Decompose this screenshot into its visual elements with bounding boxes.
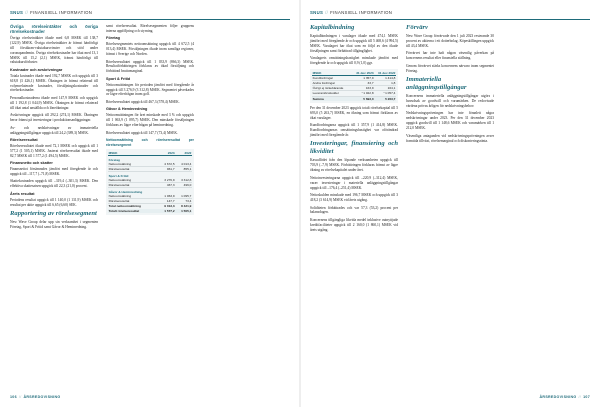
heading-forvarv: Förvärv [406,24,428,31]
heading-gavor: Gåvor & Heminredning [106,107,148,112]
paragraph: Totala kostnader ökade med 192,7 MSEK och uppgick till 3 618,8 (3 426,1) MSEK. Ökningen är främst relaterad till volymrelaterade kostnader, försäljningskostnader och rörelsekostnader. [10,73,98,93]
cell-value: 467,3 [158,183,175,188]
footer-label: ÅRSREDOVISNING [23,395,61,399]
page-footer: ÅRSREDOVISNING // 107 [539,395,590,399]
cell-value: 8 421,9 [175,204,192,209]
row-label: Rörelseresultat [108,183,158,188]
group-label: Gåvor & Heminredning [108,189,143,194]
header-section: FINANSIELL INFORMATION [30,10,93,15]
left-column-2 [106,24,194,218]
paragraph: Av- och nedskrivningar av immateriella anläggningstillgångar uppgick till 24,2 (389,3) MSEK. [10,125,98,135]
heading-investeringar: Investeringar, finansiering och likviditet [310,140,398,156]
cell-value: 164,1 [374,86,396,91]
heading-arets-resultat: Årets resultat [10,191,35,196]
header-rule [10,19,290,20]
paragraph: Koncernens immateriella anläggningstillgångar utgörs i huvudsak av goodwill och varumärken. De redovisade värdena prövas årligen för nedskrivningsbehov. [406,94,494,108]
page-footer: 106 // ÅRSREDOVISNING [10,395,61,399]
cell-value: 163,9 [352,86,374,91]
row-label: Leverantörsskulder [312,91,352,96]
paragraph: Nedskrivningsprövningen har inte föranlett några nedskrivningar under 2023. Per den 31 december 2023 uppgick goodwill till 1 148,6 MSEK och varumärken till 1 212,0 MSEK. [406,111,494,131]
group-label: Sport & Fritid [108,173,129,178]
row-label: Nettoomsättning [108,178,158,183]
paragraph: Finansnettot försämrades jämfört med föregående år och uppgick till –117,7 (–71,8) MSEK. [10,166,98,176]
cell-value: 5 263,7 [374,96,396,101]
paragraph: Avskrivningar uppgick till 292,2 (274,1) MSEK. Ökningen beror främst på investeringar i produktionsanläggningar. [10,113,98,123]
row-label: Summa [312,96,352,101]
cell-value: 147,7 [158,199,175,204]
right-column-1 [310,24,398,235]
paragraph: Rörelseresultatet uppgick till 1 033,9 (866,3) MSEK. Resultatförbättringen förklaras av ökad försäljning och förbättrad bruttomarginal. [106,59,194,74]
paragraph: New Wave Group delar upp sin verksamhet i segmenten Företag, Sport & Fritid samt Gåvor & Heminredning. [10,220,98,229]
paragraph: Kundfordringarna uppgick till 1 357,9 (1 414,8) MSEK. Kundfordringarnas omsättningshastighet var oförändrad jämfört med föregående år. [310,123,398,137]
left-column-1 [10,24,98,232]
paragraph: Övriga rörelseintäkter ökade med 6,8 MSEK till 138,7 (122,9) MSEK. Övriga rörelseintäkter är främst hänförligt till försäkran-valutakursvinster och stöd under coronapandemin. Övriga rörelsekostnader har ökat med 13,1 MSEK till 15,2 (2,1) MSEK, främst hänförligt till valutakursförluster. [10,35,98,65]
row-label: Rörelseresultat [108,167,158,172]
heading-rorelseresultat: Rörelseresultat [10,138,38,143]
page-header: SNUS // FINANSIELL INFORMATION [310,10,393,15]
row-label: Övrigt ej räntebärande [312,86,352,91]
header-brand: SNUS [310,10,324,15]
right-page [300,0,600,407]
heading-finansnetto: Finansnetto och skatter [10,161,53,166]
heading-kostnader: Kostnader och avskrivningar [10,67,63,72]
cell-value: 33,7 [352,81,374,86]
heading-kapitalbindning: Kapitalbindning [310,24,355,31]
paragraph: samt rörelseresultat. Rörelsesegmenten följer gruppens interna uppföljning och styrning. [106,24,194,33]
table-unit: MSEK [108,151,158,156]
cell-value: 855,1 [175,167,192,172]
cell-value: 1,8 [374,81,396,86]
header-rule [310,19,590,20]
row-label: Totalt rörelseresultat [108,209,158,213]
cell-value: −1 022,8 [352,91,374,96]
capital-table-box [310,69,398,103]
header-brand: SNUS [10,10,24,15]
heading-immateriella: Immateriella anläggningstillgångar [406,76,467,92]
cell-value: 5 693,0 [352,96,374,101]
cell-value: 4 013,4 [175,162,192,167]
cell-value: 961,7 [158,167,175,172]
paragraph: Koncernens tillgängliga likvida medel inklusive outnyttjade kreditfaciliteter uppgick till 2 160,0 (1 860,1) MSEK vid årets utgång. [310,217,398,232]
paragraph: Väsentliga antaganden vid nedskrivningsprövningen avser framtida tillväxt, rörelsemarginal och diskonteringsränta. [406,133,494,143]
paragraph: Rörelseresultatet ökade med 72,1 MSEK och uppgick till 1 577,2 (1 505,1) MSEK. Justerat rörelseresultat ökade med 82,7 MSEK till 1 577,2 (1 494,5) MSEK. [10,143,98,158]
table-col-header: 31 dec 2023 [352,71,374,76]
cell-value: 4 672,5 [158,162,175,167]
row-label: Andra fordringar [312,81,352,86]
paragraph: Rörelseresultatet uppgick till 467,3 (578,4) MSEK. [106,99,180,104]
footer-label: ÅRSREDOVISNING [539,395,577,399]
capital-table [312,71,396,101]
cell-value: 1 577,2 [158,209,175,213]
row-label: Total nettoomsättning [108,204,158,209]
table-total-row [108,209,192,213]
row-label: Nettoomsättning [108,194,158,199]
heading-ovriga: Övriga rörelseintäkter och övriga rörelsekostnader [10,24,98,35]
paragraph: Nettoinvesteringarna uppgick till –220,9 (–312,4) MSEK, varav investeringar i materiella anläggningstillgångar uppgick till –176,4 (–251,4) MSEK. [310,175,398,190]
row-label: Kundfordringar [312,75,352,80]
table-col-header: 2022 [175,151,192,156]
heading-rapportering: Rapportering av rörelsesegment [10,210,97,217]
cell-value: 1 357,9 [352,75,374,80]
cell-value: 9 013,3 [158,204,175,209]
paragraph: Periodens resultat uppgick till 1 140,0 (1 131,9) MSEK och resultat per aktie uppgick till 6,65 (6,60) SEK. [10,197,98,207]
cell-value: 1 505,1 [175,209,192,213]
table-unit: MSEK [312,71,352,76]
header-section: FINANSIELL INFORMATION [330,10,393,15]
heading-foretag: Företag [106,36,120,41]
cell-value: 1 095,7 [175,194,192,199]
paragraph: Förvärvet har inte haft någon väsentlig påverkan på koncernens resultat eller finansiella ställning. [406,51,494,61]
page-header: SNUS // FINANSIELL INFORMATION [10,10,93,15]
table-total-row [312,96,396,101]
paragraph: Per den 31 december 2023 uppgick totalt rörelsekapital till 5 693,0 (5 263,7) MSEK, en ökning som främst förklaras av ökat varulager. [310,105,398,120]
paragraph: Rörelsesegmentets nettoomsättning uppgick till 4 672,5 (4 013,4) MSEK. Försäljningen ökade inom samtliga regioner, främst i Sverige och Norden. [106,42,194,57]
segment-table [108,151,192,213]
paragraph: New Wave Group förvärvade den 1 juli 2023 resterande 30 procent av aktierna i ett dotterbolag. Köpeskillingen uppgick till 43,4 MSEK. [406,34,494,48]
cell-value: 1 414,8 [374,75,396,80]
paragraph: Nettoomsättningen för perioden jämfört med föregående år uppgick till 3 276,9 (3 312,8) MSEK. Segmentet påverkades av lägre efterfrågan inom golf. [106,82,194,97]
paragraph: Kassaflödet från den löpande verksamheten uppgick till 703,9 (–7,9) MSEK. Förbättringen förklaras främst av lägre ökning av rörelsekapitalet under året. [310,158,398,173]
row-label: Rörelseresultat [108,199,158,204]
paragraph: Personalkostnaderna ökade med 147,9 MSEK och uppgick till 1 192,8 (1 044,9) MSEK. Ökningen är främst relaterad till ökat antal anställda och löneökningar. [10,95,98,110]
cell-value: 3 276,9 [158,178,175,183]
page-number: 106 [10,395,17,399]
cell-value: 3 312,8 [175,178,192,183]
cell-value: 1 063,9 [158,194,175,199]
row-label: Nettoomsättning [108,162,158,167]
table-col-header: 2023 [158,151,175,156]
right-column-2 [406,24,494,146]
paragraph: Rörelseresultatet uppgick till 147,7 (73,4) MSEK. [106,130,178,135]
segment-table-box [106,149,194,215]
paragraph: Nettoomsättningen för året minskade med 3 % och uppgick till 1 063,9 (1 095,7) MSEK. Den minskade försäljningen förklaras av lägre efterfrågan på heminredning. [106,113,194,128]
page-number: 107 [583,395,590,399]
paragraph: Varulagrets omsättningshastighet minskade jämfört med föregående år och uppgick till 0,9 (1,0) ggr. [310,56,398,66]
paragraph: Skattekostnaden uppgick till –319,4 (–301,3) MSEK. Den effektiva skattesatsen uppgick till 22,3 (21,0) procent. [10,179,98,189]
table-col-header: 31 dec 2022 [374,71,396,76]
paragraph: Soliditeten förbättrades och var 57,3 (53,2) procent per balansdagen. [310,205,398,215]
segment-table-caption: Nettoomsättning och rörelseresultat per rörelsesegment [106,138,194,147]
group-label: Företag [108,157,120,162]
paragraph: Genom förvärvet stärks koncernens närvaro inom segmentet Företag. [406,63,494,73]
cell-value: 496,0 [175,183,192,188]
paragraph: Nettoskulden minskade med 196,7 MSEK och uppgick till 3 418,2 (3 614,9) MSEK vid årets utgång. [310,193,398,202]
heading-sport: Sport & Fritid [106,76,131,81]
cell-value: 73,4 [175,199,192,204]
cell-value: −1 057,4 [374,91,396,96]
paragraph: Kapitalbindningen i varulager ökade med 474,1 MSEK jämfört med föregående år och uppgick till 5 468,6 (4 994,5) MSEK. Varulagret har ökat som en följd av den ökade försäljningen samt förbättrad tillgänglighet. [310,34,398,53]
